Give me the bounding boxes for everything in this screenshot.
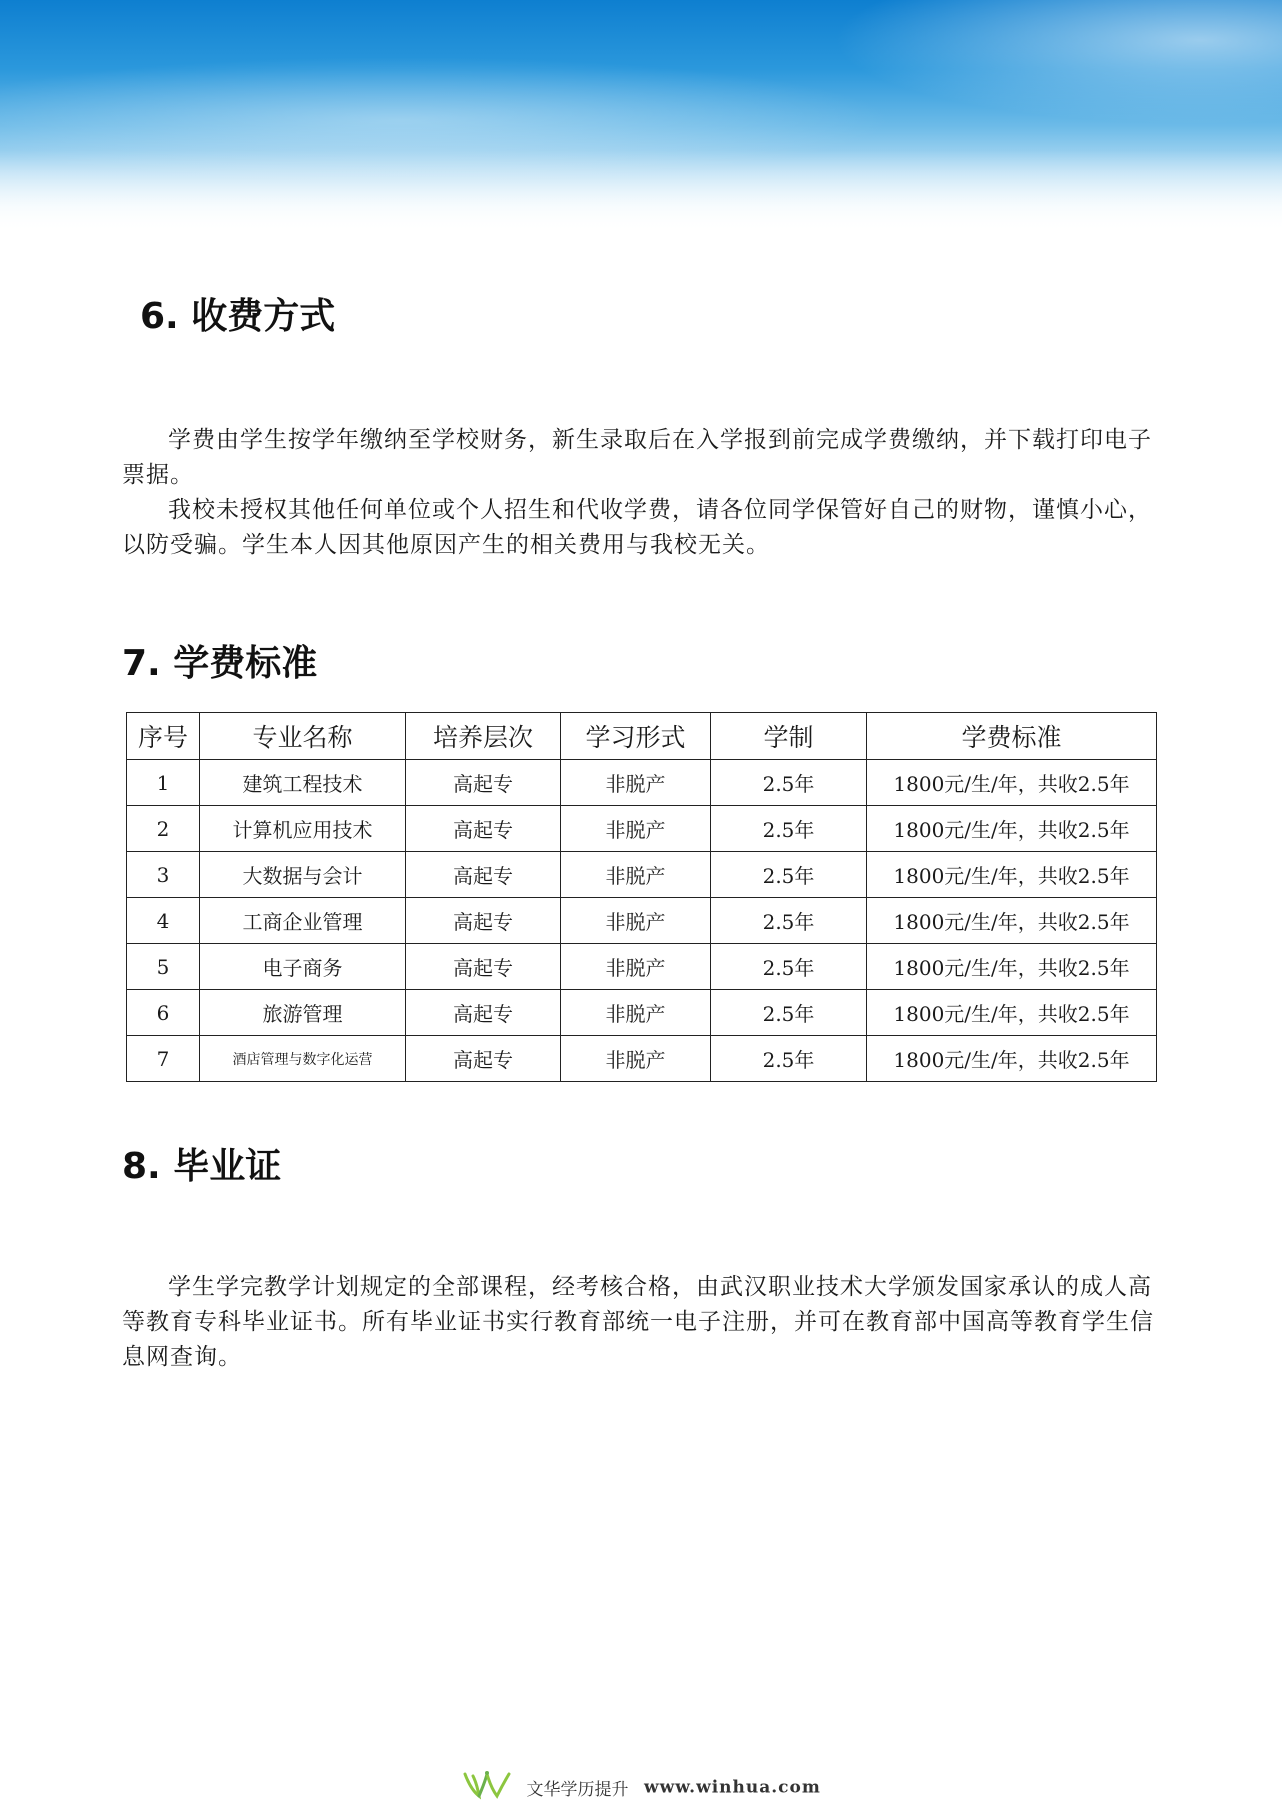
cell-level: 高起专 xyxy=(406,944,561,990)
header-study-form: 学习形式 xyxy=(561,713,711,760)
cell-major: 工商企业管理 xyxy=(200,898,406,944)
cell-study-form: 非脱产 xyxy=(561,944,711,990)
cell-level: 高起专 xyxy=(406,806,561,852)
cell-duration: 2.5年 xyxy=(711,990,867,1036)
cell-study-form: 非脱产 xyxy=(561,806,711,852)
cell-duration: 2.5年 xyxy=(711,852,867,898)
cell-fee: 1800元/生/年，共收2.5年 xyxy=(867,990,1157,1036)
cell-study-form: 非脱产 xyxy=(561,852,711,898)
cell-index: 4 xyxy=(127,898,200,944)
table-row xyxy=(127,944,1157,990)
cell-level: 高起专 xyxy=(406,760,561,806)
cell-study-form: 非脱产 xyxy=(561,898,711,944)
cell-level: 高起专 xyxy=(406,990,561,1036)
table-row xyxy=(127,806,1157,852)
cell-duration: 2.5年 xyxy=(711,760,867,806)
cell-fee: 1800元/生/年，共收2.5年 xyxy=(867,1036,1157,1082)
cell-index: 2 xyxy=(127,806,200,852)
cell-duration: 2.5年 xyxy=(711,806,867,852)
table-row xyxy=(127,852,1157,898)
cell-major: 计算机应用技术 xyxy=(200,806,406,852)
cell-major: 旅游管理 xyxy=(200,990,406,1036)
cell-index: 7 xyxy=(127,1036,200,1082)
header-index: 序号 xyxy=(127,713,200,760)
header-banner-fade xyxy=(0,150,1282,240)
payment-paragraph-1: 学费由学生按学年缴纳至学校财务，新生录取后在入学报到前完成学费缴纳，并下载打印电子票据。 xyxy=(122,427,1152,488)
table-row xyxy=(127,898,1157,944)
cell-major: 电子商务 xyxy=(200,944,406,990)
cell-duration: 2.5年 xyxy=(711,1036,867,1082)
footer-url[interactable]: www.winhua.com xyxy=(643,1777,821,1798)
cell-fee: 1800元/生/年，共收2.5年 xyxy=(867,760,1157,806)
footer xyxy=(0,1770,1282,1805)
cell-major: 酒店管理与数字化运营 xyxy=(200,1036,406,1082)
cell-index: 5 xyxy=(127,944,200,990)
cell-index: 3 xyxy=(127,852,200,898)
cell-level: 高起专 xyxy=(406,852,561,898)
section-title-payment: 6. 收费方式 xyxy=(140,296,336,337)
cell-major: 大数据与会计 xyxy=(200,852,406,898)
diploma-paragraph: 学生学完教学计划规定的全部课程，经考核合格，由武汉职业技术大学颁发国家承认的成人高等教育专科毕业证书。所有毕业证书实行教育部统一电子注册，并可在教育部中国高等教育学生信息网查询。 xyxy=(122,1274,1154,1370)
cell-level: 高起专 xyxy=(406,898,561,944)
header-duration: 学制 xyxy=(711,713,867,760)
payment-paragraph-2: 我校未授权其他任何单位或个人招生和代收学费，请各位同学保管好自己的财物，谨慎小心，以防受骗。学生本人因其他原因产生的相关费用与我校无关。 xyxy=(122,497,1152,558)
cell-study-form: 非脱产 xyxy=(561,1036,711,1082)
cell-fee: 1800元/生/年，共收2.5年 xyxy=(867,898,1157,944)
table-row xyxy=(127,990,1157,1036)
table-row xyxy=(127,1036,1157,1082)
cell-index: 1 xyxy=(127,760,200,806)
cell-duration: 2.5年 xyxy=(711,898,867,944)
w-leaf-logo-icon xyxy=(461,1770,513,1805)
section-title-tuition: 7. 学费标准 xyxy=(122,643,318,684)
cell-fee: 1800元/生/年，共收2.5年 xyxy=(867,806,1157,852)
cell-duration: 2.5年 xyxy=(711,944,867,990)
table-row xyxy=(127,760,1157,806)
cell-level: 高起专 xyxy=(406,1036,561,1082)
header-major: 专业名称 xyxy=(200,713,406,760)
header-level: 培养层次 xyxy=(406,713,561,760)
cell-study-form: 非脱产 xyxy=(561,990,711,1036)
cell-fee: 1800元/生/年，共收2.5年 xyxy=(867,852,1157,898)
cell-study-form: 非脱产 xyxy=(561,760,711,806)
cell-fee: 1800元/生/年，共收2.5年 xyxy=(867,944,1157,990)
footer-brand: 文华学历提升 xyxy=(526,1780,629,1800)
header-fee: 学费标准 xyxy=(867,713,1157,760)
cell-index: 6 xyxy=(127,990,200,1036)
cell-major: 建筑工程技术 xyxy=(200,760,406,806)
section-title-diploma: 8. 毕业证 xyxy=(122,1146,282,1187)
tuition-table xyxy=(126,712,1157,1082)
table-header-row xyxy=(127,713,1157,760)
